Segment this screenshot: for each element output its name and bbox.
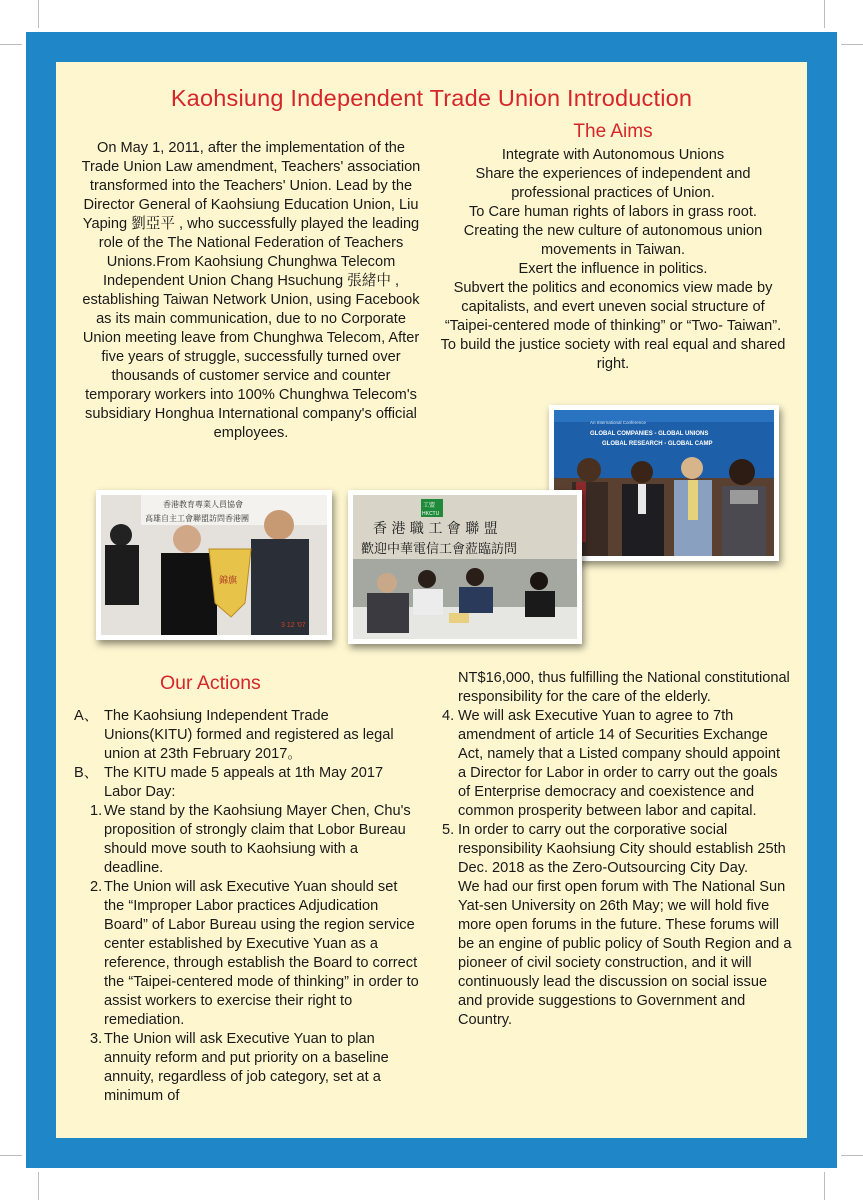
aims-list: [440, 146, 786, 374]
crop-mark: [38, 0, 39, 28]
page-title: Kaohsiung Independent Trade Union Introduction: [170, 85, 693, 111]
hkctu-banner: 香 港 職 工 會 聯 盟: [373, 521, 498, 537]
closing-paragraph: We had our first open forum with The National Sun Yat-sen University on 26th May; we will hold five more open forums in the future. These forums will be an engine of public policy of South Region and a pioneer of civil society construction, and it will continuously lead the discussion on social issue and provide suggestions to Government and Country.: [458, 879, 792, 1028]
hkctu-logo-zh: 工盟: [423, 502, 436, 509]
actions-right-column: [442, 669, 792, 1030]
action-text: The KITU made 5 appeals at 1th May 2017 Labor Day:: [104, 765, 384, 800]
appeal-text: We stand by the Kaohsiung Mayer Chen, Chu's proposition of strongly claim that Lobor Bureau should move south to Kaohsiung with a deadline.: [104, 803, 411, 876]
conference-banner-line2: GLOBAL COMPANIES - GLOBAL UNIONS: [590, 431, 709, 437]
hkctu-meeting-photo: [348, 490, 582, 644]
aims-line: Subvert the politics and economics view made by capitalists, and evert uneven social structure of “Taipei-centered mode of thinking” or “Two- Taiwan”.: [444, 280, 782, 334]
crop-mark: [841, 44, 863, 45]
action-marker: A、: [74, 708, 99, 724]
pennant-photo: [96, 490, 332, 640]
crop-mark: [824, 0, 825, 28]
appeal-item-1: [74, 802, 419, 878]
appeal-marker: 3.: [90, 1031, 103, 1047]
conference-banner-line3: GLOBAL RESEARCH - GLOBAL CAMP: [602, 441, 713, 447]
appeal-item-3-continued: NT$16,000, thus fulfilling the National constitutional responsibility for the care of the elderly.: [458, 670, 790, 705]
crop-mark: [824, 1172, 825, 1200]
appeal-text: We will ask Executive Yuan to agree to 7th amendment of article 14 of Securities Exchange Act, namely that a Listed company should appoint a Director for Labor in order to carry out the goals of Enterprise democracy and coexistence and common prosperity between labor and capital.: [458, 708, 781, 819]
appeal-item-5: [442, 821, 792, 878]
conference-banner-line1: An International Conference: [590, 420, 647, 425]
action-text: The Kaohsiung Independent Trade Unions(KITU) formed and registered as legal union at 23th February 2017。: [104, 708, 394, 762]
pennant-text: 錦旗: [219, 576, 238, 586]
aims-line: Creating the new culture of autonomous union movements in Taiwan.: [463, 223, 763, 258]
action-marker: B、: [74, 765, 99, 781]
hkctu-banner-2: 歡迎中華電信工會蒞臨訪問: [361, 542, 518, 557]
appeal-item-4: [442, 707, 792, 821]
appeal-item-3: [74, 1030, 419, 1106]
aims-line: To build the justice society with real equal and shared right.: [440, 337, 786, 372]
crop-mark: [0, 1155, 22, 1156]
appeal-marker: 2.: [90, 879, 103, 895]
crop-mark: [0, 44, 22, 45]
appeal-marker: 4.: [442, 708, 455, 724]
appeal-text: The Union will ask Executive Yuan should set the “Improper Labor practices Adjudication Board” of Labor Bureau using the region service center established by Executive Yuan as a reference, through establish the Board to correct the “Taipei-centered mode of thinking” in order to assist workers to exercise their right to remediation.: [104, 879, 419, 1028]
conference-photo: [549, 405, 779, 561]
photo-date-stamp: 3 12 '07: [281, 622, 306, 629]
appeal-marker: 1.: [90, 803, 103, 819]
actions-left-column: [74, 707, 419, 1106]
visit-banner: 香港教育專業人員協會: [163, 500, 243, 509]
aims-line: Share the experiences of independent and professional practices of Union.: [475, 166, 751, 201]
aims-line: To Care human rights of labors in grass root.: [469, 204, 757, 220]
appeal-text: In order to carry out the corporative social responsibility Kaohsiung City should establish 25th Dec. 2018 as the Zero-Outsourcing City Day.: [458, 822, 786, 876]
crop-mark: [38, 1172, 39, 1200]
aims-line: Integrate with Autonomous Unions: [501, 147, 725, 163]
crop-mark: [841, 1155, 863, 1156]
action-item-a: [74, 707, 419, 764]
intro-paragraph: On May 1, 2011, after the implementation of the Trade Union Law amendment, Teachers' association transformed into the Teachers' Union. Lead by the Director General of Kaohsiung Education Union, Liu Yaping 劉亞平 , who successfully played the leading role of the The National Federation of Teachers Unions.From Kaohsiung Chunghwa Telecom Independent Union Chang Hsuchung 張緒中 , establishing Taiwan Network Union, using Facebook as its main communication, due to no Corporate Union meeting leave from Chunghwa Telecom, After five years of struggle, successfully turned over thousands of customer service and counter temporary workers into 100% Chunghwa Telecom's subsidiary Honghua International company's official employees.: [81, 140, 421, 441]
aims-line: Exert the influence in politics.: [518, 261, 708, 277]
aims-heading: The Aims: [573, 121, 653, 142]
appeal-item-2: [74, 878, 419, 1030]
appeal-text: The Union will ask Executive Yuan to plan annuity reform and put priority on a baseline annuity, regardless of job category, set at a minimum of: [104, 1031, 389, 1104]
action-item-b: [74, 764, 419, 802]
visit-banner-2: 高雄自主工會聯盟訪問香港團: [145, 514, 249, 523]
appeal-marker: 5.: [442, 822, 455, 838]
actions-heading: Our Actions: [160, 672, 261, 694]
hkctu-logo-en: HKCTU: [422, 511, 440, 517]
